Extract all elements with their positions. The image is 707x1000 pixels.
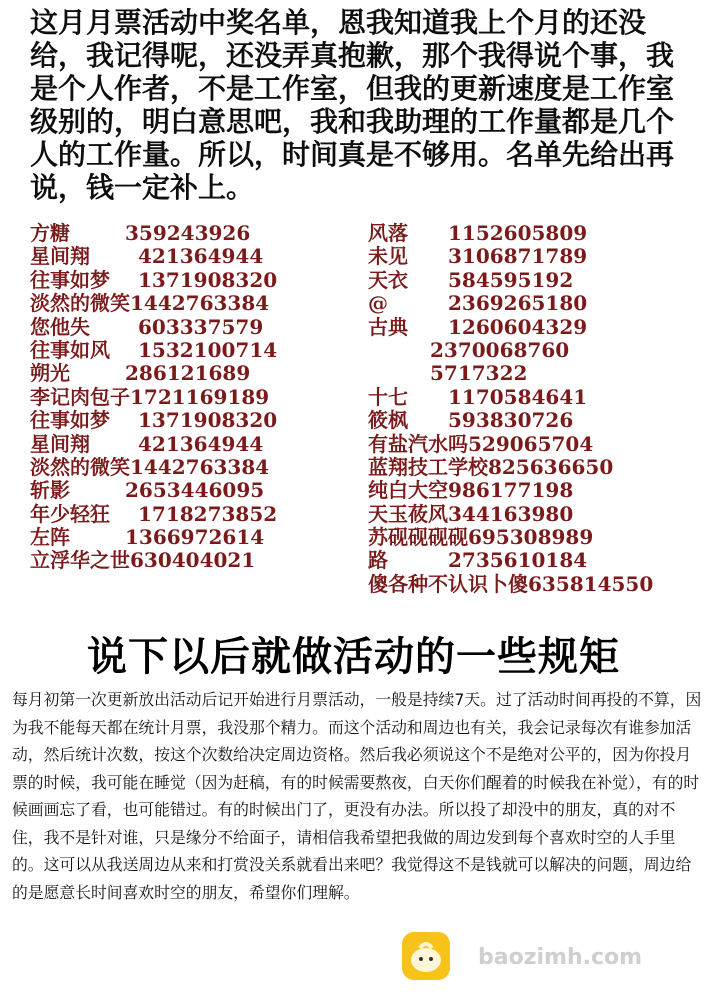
winner-name: 未见	[368, 244, 408, 269]
winner-id: 344163980	[448, 501, 574, 526]
winner-id: 2369265180	[448, 291, 588, 316]
winner-row	[30, 316, 360, 339]
winner-id: 635814550	[528, 571, 654, 596]
winner-name: 天衣	[368, 267, 408, 292]
winner-id: 1152605809	[448, 221, 588, 245]
winner-row	[368, 245, 703, 268]
winner-row	[30, 479, 360, 502]
winner-name: 方糖	[30, 221, 70, 245]
winners-list-right	[368, 222, 703, 596]
winner-name: 年少轻狂	[30, 501, 110, 526]
winner-id: 695308989	[468, 525, 594, 550]
winner-name: 立浮华之世	[30, 548, 130, 573]
winner-id: 359243926	[125, 221, 251, 245]
winner-row	[30, 433, 360, 456]
winner-id: 2653446095	[125, 478, 265, 503]
winner-id: 421364944	[138, 244, 264, 269]
winner-name: 斩影	[30, 478, 70, 503]
winner-id: 825636650	[488, 454, 614, 479]
winner-id: 1371908320	[138, 267, 278, 292]
winner-row	[368, 409, 703, 432]
winner-row	[368, 456, 703, 479]
rules-paragraph: 每月初第一次更新放出活动后记开始进行月票活动，一般是持续7天。过了活动时间再投的不算，因为我不能每天都在统计月票，我没那个精力。而这个活动和周边也有关，我会记录每次有谁参加活动，然后统计次数，按这个次数给决定周边资格。然后我必须说这个不是绝对公平的，因为你投月票的时候，我可能在睡觉（因为赶稿，有的时候需要熬夜，白天你们醒着的时候我在补觉），有的时候画画忘了看，也可能错过。有的时候出门了，更没有办法。所以投了却没中的朋友，真的对不住，我不是针对谁，只是缘分不给面子，请相信我希望把我做的周边发到每个喜欢时空的人手里的。这可以从我送周边从来和打赏没关系就看出来吧？我觉得这不是钱就可以解决的问题，周边给的是愿意长时间喜欢时空的朋友，希望你们理解。	[12, 690, 702, 902]
winner-id: 1442763384	[130, 454, 270, 479]
winner-name: 往事如梦	[30, 267, 110, 292]
winner-row	[30, 503, 360, 526]
winner-id: 1718273852	[138, 501, 278, 526]
winner-id: 1721169189	[130, 384, 270, 409]
winner-name: 星间翔	[30, 244, 90, 269]
winner-id: 1371908320	[138, 408, 278, 433]
watermark-text: baozimh.com	[478, 945, 643, 970]
winner-row	[368, 503, 703, 526]
winner-id: 2370068760	[430, 337, 570, 362]
winner-row	[368, 269, 703, 292]
winner-name: 往事如风	[30, 337, 110, 362]
winner-name	[368, 362, 430, 385]
winner-name: 往事如梦	[30, 408, 110, 433]
winner-row	[30, 269, 360, 292]
winner-row	[368, 222, 703, 245]
winner-row	[368, 362, 703, 385]
winner-name: 纯白大空	[368, 478, 448, 503]
winner-row	[368, 386, 703, 409]
winner-id: 593830726	[448, 408, 574, 433]
intro-paragraph: 这月月票活动中奖名单，恩我知道我上个月的还没给，我记得呢，还没弄真抱歉，那个我得说个事，我是个人作者，不是工作室，但我的更新速度是工作室级别的，明白意思吧，我和我助理的工作量都是几个人的工作量。所以，时间真是不够用。名单先给出再说，钱一定补上。	[30, 6, 675, 204]
winner-name: 淡然的微笑	[30, 454, 130, 479]
winner-name: 左阵	[30, 525, 70, 550]
winner-name: 古典	[368, 314, 408, 339]
winner-row	[30, 362, 360, 385]
winner-row	[368, 316, 703, 339]
winner-row	[368, 479, 703, 502]
winner-row	[30, 456, 360, 479]
winner-id: 1170584641	[448, 384, 588, 409]
winner-id: 5717322	[430, 361, 528, 386]
winner-id: 630404021	[130, 548, 256, 573]
winner-row	[30, 549, 360, 572]
winner-row	[30, 245, 360, 268]
winner-name: 李记肉包子	[30, 384, 130, 409]
winner-id: 1442763384	[130, 291, 270, 316]
winner-name: 朔光	[30, 361, 70, 386]
winner-id: 1366972614	[125, 525, 265, 550]
winner-row	[368, 433, 703, 456]
winner-name: 筱枫	[368, 408, 408, 433]
winner-row	[30, 409, 360, 432]
winner-row	[368, 526, 703, 549]
winner-id: 1260604329	[448, 314, 588, 339]
winner-id: 1532100714	[138, 337, 278, 362]
winner-id: 603337579	[138, 314, 264, 339]
winner-row	[368, 292, 703, 315]
winners-list-left	[30, 222, 360, 573]
winner-name: 蓝翔技工学校	[368, 454, 488, 479]
winner-name: 星间翔	[30, 431, 90, 456]
winner-row	[368, 339, 703, 362]
winner-row	[30, 339, 360, 362]
winner-name: 路	[368, 548, 388, 573]
winner-id: 2735610184	[448, 548, 588, 573]
winner-row	[30, 292, 360, 315]
winner-id: 421364944	[138, 431, 264, 456]
winner-name: 风落	[368, 221, 408, 245]
winner-name: 有盐汽水吗	[368, 431, 468, 456]
rules-heading: 说下以后就做活动的一些规矩	[87, 634, 620, 680]
winner-id: 986177198	[448, 478, 574, 503]
winner-name: 您他失	[30, 314, 90, 339]
winner-row	[368, 573, 703, 596]
winner-row	[368, 549, 703, 572]
winner-id: 3106871789	[448, 244, 588, 269]
winner-name	[368, 339, 430, 362]
winner-name: 天玉莜风	[368, 501, 448, 526]
winner-name: 傻各种不认识卜傻	[368, 571, 528, 596]
winner-row	[30, 386, 360, 409]
winner-id: 286121689	[125, 361, 251, 386]
winner-name: 淡然的微笑	[30, 291, 130, 316]
winner-row	[30, 222, 360, 245]
winner-id: 529065704	[468, 431, 594, 456]
winner-id: 584595192	[448, 267, 574, 292]
watermark-logo-icon	[400, 930, 452, 982]
winner-name: 十七	[368, 384, 408, 409]
winner-name: 苏砚砚砚砚	[368, 525, 468, 550]
winner-name: @	[368, 291, 388, 316]
winner-row	[30, 526, 360, 549]
